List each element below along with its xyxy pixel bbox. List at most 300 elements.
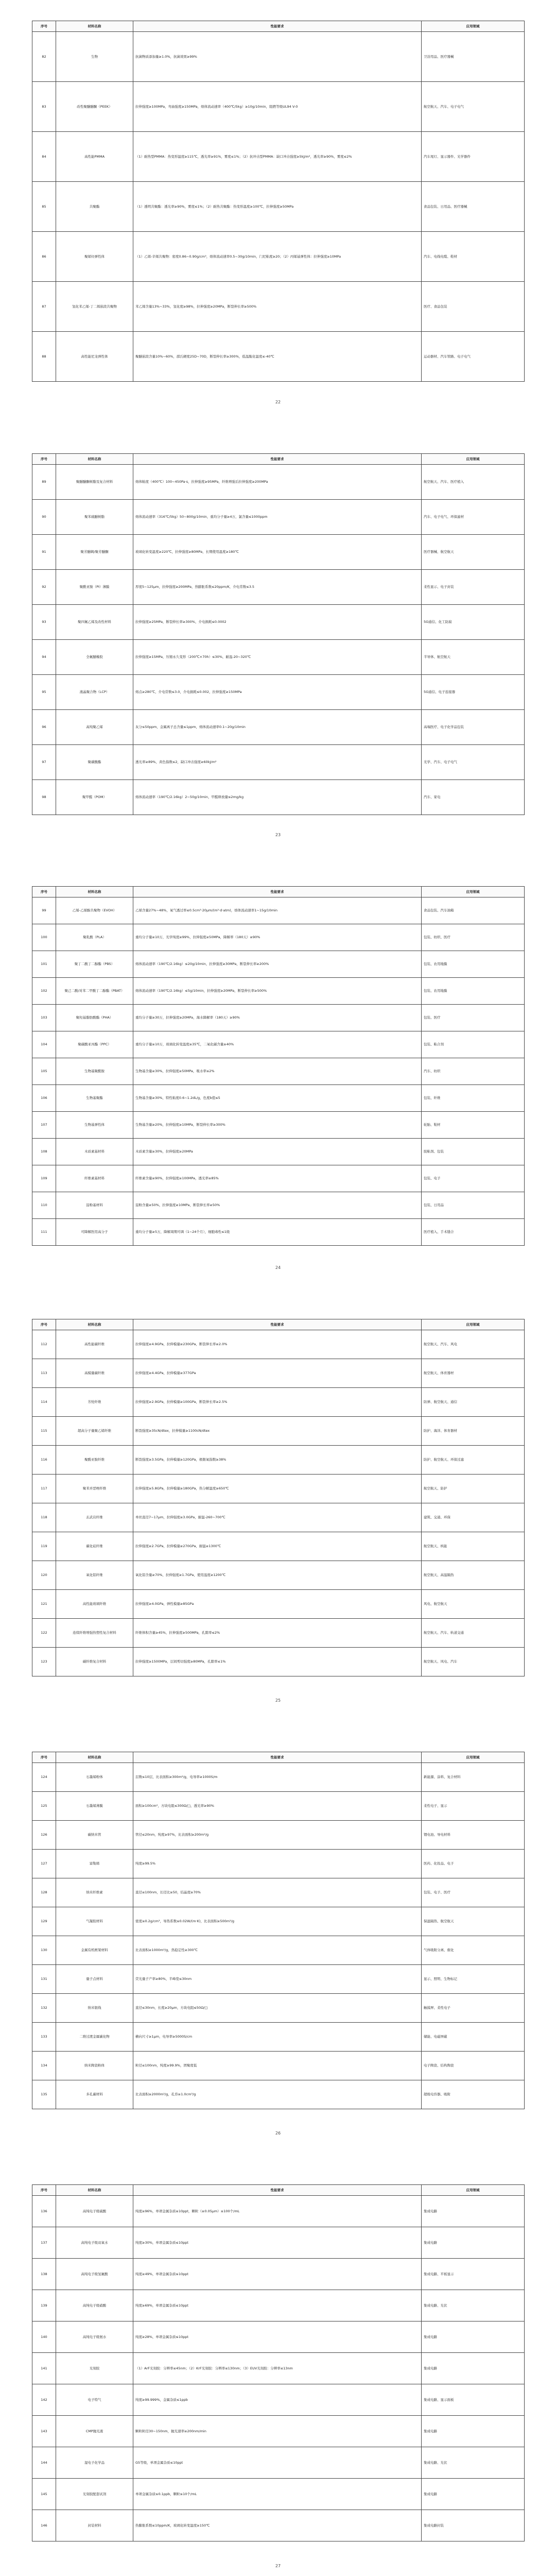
table-row [32, 2227, 525, 2259]
cell-requirements: 拉伸强度≥4.4GPa，拉伸模量≥377GPa [133, 1359, 422, 1388]
cell-material-name: 淀粉基材料 [56, 1192, 133, 1219]
cell-material-name: 生物基聚酰胺 [56, 1058, 133, 1085]
cell-material-name: 聚甲醛（POM） [56, 780, 133, 815]
table-row [32, 1532, 525, 1561]
header-name: 材料名称 [56, 1319, 133, 1330]
cell-material-name: 金属有机框架材料 [56, 1936, 133, 1965]
page-number: 24 [275, 1265, 281, 1270]
document-page [32, 1319, 524, 1703]
cell-material-name: 生物 [56, 32, 133, 82]
cell-application: 柔性显示、电子封装 [422, 570, 525, 605]
cell-application: 卫浴用品、医疗器械 [422, 32, 525, 82]
cell-material-name: 聚烯烃弹性体 [56, 232, 133, 282]
cell-no: 86 [32, 232, 56, 282]
cell-no: 119 [32, 1532, 56, 1561]
table-row [32, 1965, 525, 1994]
cell-requirements: 熔体流动速率（190℃/2.16kg）≤5g/10min，拉伸强度≥20MPa，断裂伸长率≥500% [133, 978, 422, 1005]
cell-application: 包装、电子 [422, 1165, 525, 1192]
cell-requirements: 颗粒粒径30~150nm，抛光速率≥200nm/min [133, 2416, 422, 2447]
cell-requirements: 木质素含量≥30%，拉伸强度≥20MPa [133, 1139, 422, 1165]
cell-application: 医疗、食品包装 [422, 282, 525, 332]
cell-application: 集成电路 [422, 2227, 525, 2259]
cell-application: 半导体、航空航天 [422, 640, 525, 675]
cell-application: 航空航天、汽车、轨道交通 [422, 1619, 525, 1648]
page-number: 23 [275, 833, 281, 837]
table-row [32, 2023, 525, 2052]
page-number: 25 [275, 1698, 281, 1703]
cell-application: 汽车、纺织 [422, 1058, 525, 1085]
cell-requirements: 直径≤100nm，长径比≥50，结晶度≥70% [133, 1878, 422, 1907]
cell-no: 131 [32, 1965, 56, 1994]
table-header-row [32, 1319, 525, 1330]
cell-material-name: 共聚酯 [56, 182, 133, 232]
page-number: 22 [275, 400, 281, 404]
cell-application: 5G通信、电子连接器 [422, 675, 525, 710]
cell-no: 128 [32, 1878, 56, 1907]
cell-application: 包装、日用品 [422, 1192, 525, 1219]
header-no: 序号 [32, 21, 56, 32]
table-row [32, 1878, 525, 1907]
cell-no: 88 [32, 332, 56, 382]
cell-material-name: 聚乳酸（PLA） [56, 924, 133, 951]
cell-application: 储能、电磁屏蔽 [422, 2023, 525, 2052]
table-row [32, 500, 525, 535]
cell-material-name: 超高分子量聚乙烯纤维 [56, 1417, 133, 1446]
cell-no: 104 [32, 1031, 56, 1058]
cell-requirements: 熔体流动速率（190℃/2.16kg）≤20g/10min，拉伸强度≥30MPa，断裂伸长率≥200% [133, 951, 422, 978]
cell-material-name: 高模量碳纤维 [56, 1359, 133, 1388]
cell-no: 114 [32, 1388, 56, 1417]
header-name: 材料名称 [56, 21, 133, 32]
cell-no: 99 [32, 897, 56, 924]
table-row [32, 82, 525, 132]
table-row [32, 1359, 525, 1388]
cell-application: 包装、农用地膜 [422, 978, 525, 1005]
cell-material-name: 聚酰亚胺纤维 [56, 1446, 133, 1475]
cell-no: 82 [32, 32, 56, 82]
cell-no: 97 [32, 745, 56, 780]
cell-material-name: 高性能碳纤维 [56, 1330, 133, 1359]
table-row [32, 924, 525, 951]
cell-material-name: 石墨烯粉体 [56, 1763, 133, 1792]
cell-material-name: 高纯电子级双氧水 [56, 2227, 133, 2259]
cell-material-name: 高性能玻璃纤维 [56, 1590, 133, 1619]
cell-requirements: 拉伸强度≥4.0GPa，弹性模量≥85GPa [133, 1590, 422, 1619]
cell-requirements: 层数≤10层，比表面积≥300m²/g，电导率≥1000S/m [133, 1763, 422, 1792]
cell-application: 航空航天、汽车、风电 [422, 1330, 525, 1359]
cell-application: 航空航天、防护 [422, 1475, 525, 1503]
cell-material-name: 碳纳米管 [56, 1821, 133, 1850]
cell-material-name: 多孔碳材料 [56, 2080, 133, 2109]
header-app: 应用领域 [422, 2185, 525, 2196]
cell-material-name: 聚碳酸酯 [56, 745, 133, 780]
cell-no: 87 [32, 282, 56, 332]
cell-requirements: 管径≤20nm，纯度≥97%，比表面积≥200m²/g [133, 1821, 422, 1850]
cell-application: 医药、化妆品、电子 [422, 1850, 525, 1878]
cell-requirements: 重均分子量≥10万，光学纯度≥99%，拉伸强度≥50MPa，降解率（180天）≥90% [133, 924, 422, 951]
cell-application: 航空航天、体育器材 [422, 1359, 525, 1388]
cell-material-name: 生物基聚酯 [56, 1085, 133, 1112]
cell-material-name: 改性聚醚醚酮（PEEK） [56, 82, 133, 132]
cell-requirements: 纯度≥69%，单项金属杂质≤10ppt [133, 2290, 422, 2321]
cell-no: 117 [32, 1475, 56, 1503]
table-row [32, 1648, 525, 1676]
cell-material-name: 聚碳酸亚丙酯（PPC） [56, 1031, 133, 1058]
cell-application: 防护、海洋、体育器材 [422, 1417, 525, 1446]
table-row [32, 2353, 525, 2384]
cell-requirements: 玻璃化转变温度≥220℃，拉伸强度≥80MPa，长期使用温度≥180℃ [133, 535, 422, 570]
cell-material-name: 纳米银线 [56, 1994, 133, 2023]
cell-application: 高端医疗、电子化学品包装 [422, 710, 525, 745]
cell-requirements: 重均分子量≥10万，玻璃化转变温度≥35℃，二氧化碳含量≥40% [133, 1031, 422, 1058]
table-row [32, 1417, 525, 1446]
cell-no: 102 [32, 978, 56, 1005]
cell-material-name: 高纯电子级氨水 [56, 2321, 133, 2353]
header-no: 序号 [32, 454, 56, 465]
table-row [32, 978, 525, 1005]
cell-application: 锂电池、导电材料 [422, 1821, 525, 1850]
cell-material-name: 聚芳醚砜/聚芳醚酮 [56, 535, 133, 570]
table-row [32, 1112, 525, 1139]
table-row [32, 2196, 525, 2227]
cell-requirements: 拉伸强度≥2.9GPa，拉伸模量≥100GPa，断裂伸长率≥2.5% [133, 1388, 422, 1417]
cell-no: 92 [32, 570, 56, 605]
cell-no: 96 [32, 710, 56, 745]
cell-no: 130 [32, 1936, 56, 1965]
cell-no: 121 [32, 1590, 56, 1619]
spec-table [32, 21, 525, 382]
cell-application: 包装、纤维 [422, 1085, 525, 1112]
header-app: 应用领域 [422, 1752, 525, 1763]
table-row [32, 1446, 525, 1475]
table-row [32, 1994, 525, 2023]
cell-no: 142 [32, 2384, 56, 2416]
cell-no: 132 [32, 1994, 56, 2023]
cell-material-name: 气凝胶材料 [56, 1907, 133, 1936]
table-row [32, 1058, 525, 1085]
cell-requirements: 比表面积≥2000m²/g，孔容≥1.0cm³/g [133, 2080, 422, 2109]
cell-requirements: 氧化铝含量≥70%，拉伸强度≥1.7GPa，使用温度≥1200℃ [133, 1561, 422, 1590]
table-row [32, 2510, 525, 2541]
cell-application: 集成电路 [422, 2416, 525, 2447]
cell-no: 124 [32, 1763, 56, 1792]
header-no: 序号 [32, 887, 56, 897]
table-row [32, 710, 525, 745]
cell-application: 触摸屏、柔性电子 [422, 1994, 525, 2023]
cell-no: 90 [32, 500, 56, 535]
cell-application: 航空航天、高温隔热 [422, 1561, 525, 1590]
table-row [32, 2321, 525, 2353]
cell-application: 轮胎、鞋材 [422, 1112, 525, 1139]
table-row [32, 1907, 525, 1936]
table-row [32, 1165, 525, 1192]
cell-requirements: 熔体流动速率（316℃/5kg）50~800g/10min，重均分子量≥4万，氯含量≤1000ppm [133, 500, 422, 535]
cell-application: 超级电容器、吸附 [422, 2080, 525, 2109]
table-row [32, 897, 525, 924]
spec-table [32, 1319, 525, 1676]
cell-application: 光学、汽车、电子电气 [422, 745, 525, 780]
header-no: 序号 [32, 1319, 56, 1330]
header-app: 应用领域 [422, 887, 525, 897]
header-no: 序号 [32, 2185, 56, 2196]
document-page [32, 453, 524, 837]
cell-no: 138 [32, 2259, 56, 2290]
cell-material-name: 高纯电子级硝酸 [56, 2290, 133, 2321]
table-row [32, 605, 525, 640]
cell-requirements: 直径≤30nm，长度≥20μm，方块电阻≤50Ω/□ [133, 1994, 422, 2023]
table-row [32, 282, 525, 332]
cell-no: 103 [32, 1005, 56, 1031]
cell-requirements: 断裂强度≥3.5GPa，拉伸模量≥120GPa，极限氧指数≥38% [133, 1446, 422, 1475]
cell-no: 107 [32, 1112, 56, 1139]
cell-material-name: 氢化苯乙烯-丁二烯嵌段共聚物 [56, 282, 133, 332]
cell-requirements: 生物基含量≥20%，拉伸强度≥10MPa，断裂伸长率≥300% [133, 1112, 422, 1139]
cell-no: 122 [32, 1619, 56, 1648]
cell-application: 包装、电子、医疗 [422, 1878, 525, 1907]
cell-application: 防护、航空航天、环保过滤 [422, 1446, 525, 1475]
cell-application: 汽车、电线电缆、鞋材 [422, 232, 525, 282]
table-row [32, 2080, 525, 2109]
cell-requirements: 拉伸强度≥5.8GPa，拉伸模量≥180GPa，热分解温度≥650℃ [133, 1475, 422, 1503]
cell-requirements: 横向尺寸≥1μm，电导率≥5000S/cm [133, 2023, 422, 2052]
cell-requirements: 拉伸强度≥25MPa，断裂伸长率≥300%，介电损耗≤0.0002 [133, 605, 422, 640]
table-row [32, 2447, 525, 2479]
cell-no: 137 [32, 2227, 56, 2259]
cell-requirements: 聚醚嵌段含量10%~60%，邵氏硬度25D~70D，断裂伸长率≥300%，低温脆化温度≤-40℃ [133, 332, 422, 382]
cell-material-name: 碳纤维复合材料 [56, 1648, 133, 1676]
cell-no: 118 [32, 1503, 56, 1532]
cell-requirements: 断裂强度≥35cN/dtex，拉伸模量≥1100cN/dtex [133, 1417, 422, 1446]
header-name: 材料名称 [56, 454, 133, 465]
cell-material-name: 聚酰亚胺（PI）薄膜 [56, 570, 133, 605]
cell-no: 127 [32, 1850, 56, 1878]
cell-material-name: 光刻胶 [56, 2353, 133, 2384]
cell-application: 汽车、电子电气、环保滤材 [422, 500, 525, 535]
cell-material-name: 生物基弹性体 [56, 1112, 133, 1139]
cell-no: 109 [32, 1165, 56, 1192]
cell-requirements: 拉伸强度≥15MPa，压缩永久变形（200℃×70h）≤30%，耐温-20~320℃ [133, 640, 422, 675]
table-row [32, 1503, 525, 1532]
cell-application: 航空航天、核能 [422, 1532, 525, 1561]
cell-application: 集成电路、显示面板 [422, 2384, 525, 2416]
cell-application: 包装、粘合剂 [422, 1031, 525, 1058]
cell-no: 123 [32, 1648, 56, 1676]
cell-requirements: （1）透明共聚酯：透光率≥90%，雾度≤1%；（2）耐热共聚酯：热变形温度≥100℃，拉伸强度≥50MPa [133, 182, 422, 232]
cell-requirements: 荧光量子产率≥80%，半峰宽≤30nm [133, 1965, 422, 1994]
table-row [32, 1763, 525, 1792]
cell-material-name: 封装材料 [56, 2510, 133, 2541]
cell-requirements: 纤维体积含量≥45%，拉伸强度≥500MPa，孔隙率≤2% [133, 1619, 422, 1648]
cell-application: 包装、农用地膜 [422, 951, 525, 978]
cell-no: 89 [32, 465, 56, 500]
table-row [32, 32, 525, 82]
cell-no: 110 [32, 1192, 56, 1219]
cell-requirements: （1）耐热型PMMA：热变形温度≥115℃，透光率≥91%，雾度≤1%；（2）抗冲击型PMMA：缺口冲击强度≥5kJ/m²，透光率≥90%，雾度≤2% [133, 132, 422, 182]
cell-no: 106 [32, 1085, 56, 1112]
cell-material-name: 聚苯并恶唑纤维 [56, 1475, 133, 1503]
cell-material-name: 电子特气 [56, 2384, 133, 2416]
table-row [32, 1219, 525, 1246]
table-row [32, 2384, 525, 2416]
spec-table [32, 2184, 525, 2541]
cell-requirements: 纯度≥30%，单项金属杂质≤10ppt [133, 2227, 422, 2259]
cell-application: 电子陶瓷、结构陶瓷 [422, 2052, 525, 2080]
cell-no: 100 [32, 924, 56, 951]
cell-requirements: （1）ArF光刻胶：分辨率≤45nm；（2）KrF光刻胶：分辨率≤130nm；（3）EUV光刻胶：分辨率≤13nm [133, 2353, 422, 2384]
table-row [32, 132, 525, 182]
cell-no: 134 [32, 2052, 56, 2080]
cell-requirements: 苯乙烯含量13%~33%，氢化度≥98%，拉伸强度≥20MPa，断裂伸长率≥500% [133, 282, 422, 332]
table-row [32, 1792, 525, 1821]
cell-no: 125 [32, 1792, 56, 1821]
cell-material-name: 纳米陶瓷粉体 [56, 2052, 133, 2080]
cell-requirements: 灰分≤50ppm，金属离子总含量≤1ppm，熔体流动速率0.1~20g/10min [133, 710, 422, 745]
cell-no: 116 [32, 1446, 56, 1475]
cell-requirements: 熔体流动速率（190℃/2.16kg）2~50g/10min，甲醛释放量≤2mg/kg [133, 780, 422, 815]
cell-application: 集成电路 [422, 2353, 525, 2384]
cell-no: 139 [32, 2290, 56, 2321]
table-row [32, 232, 525, 282]
cell-no: 112 [32, 1330, 56, 1359]
cell-no: 115 [32, 1417, 56, 1446]
cell-requirements: 淀粉含量≥50%，拉伸强度≥10MPa，断裂伸长率≥50% [133, 1192, 422, 1219]
cell-requirements: （1）乙烯-辛烯共聚物：密度0.86~0.90g/cm³，熔体流动速率0.5~30g/10min，门尼粘度≥20；（2）丙烯基弹性体：拉伸强度≥10MPa [133, 232, 422, 282]
cell-no: 136 [32, 2196, 56, 2227]
cell-material-name: 乙烯-乙烯醇共聚物（EVOH） [56, 897, 133, 924]
table-row [32, 675, 525, 710]
header-req: 性能要求 [133, 1752, 422, 1763]
cell-requirements: 纯度≥96%，单项金属杂质≤10ppt，颗粒（≥0.05μm）≤100个/mL [133, 2196, 422, 2227]
cell-no: 145 [32, 2479, 56, 2510]
cell-no: 144 [32, 2447, 56, 2479]
table-header-row [32, 2185, 525, 2196]
cell-requirements: 纯度≥49%，单项金属杂质≤10ppt [133, 2259, 422, 2290]
table-row [32, 2052, 525, 2080]
table-row [32, 1821, 525, 1850]
table-row [32, 2416, 525, 2447]
cell-requirements: 透光率≥89%，黄色指数≤2，缺口冲击强度≥60kJ/m² [133, 745, 422, 780]
table-row [32, 332, 525, 382]
table-row [32, 1085, 525, 1112]
cell-requirements: 纯度≥28%，单项金属杂质≤10ppt [133, 2321, 422, 2353]
cell-material-name: 二维过渡金属碳化物 [56, 2023, 133, 2052]
cell-material-name: 聚羟基脂肪酸酯（PHA） [56, 1005, 133, 1031]
document-page [32, 21, 524, 404]
cell-application: 保温隔热、航空航天 [422, 1907, 525, 1936]
cell-requirements: 单丝直径7~17μm，拉伸强度≥3.0GPa，耐温-260~700℃ [133, 1503, 422, 1532]
cell-material-name: 碳化硅纤维 [56, 1532, 133, 1561]
cell-application: 汽车、家电 [422, 780, 525, 815]
table-row [32, 1139, 525, 1165]
cell-material-name: 木质素基材料 [56, 1139, 133, 1165]
header-app: 应用领域 [422, 21, 525, 32]
cell-no: 129 [32, 1907, 56, 1936]
header-name: 材料名称 [56, 2185, 133, 2196]
table-row [32, 1561, 525, 1590]
cell-application: 显示、照明、生物标记 [422, 1965, 525, 1994]
cell-requirements: 纯度≥99.999%，金属杂质≤1ppb [133, 2384, 422, 2416]
document-page [32, 886, 524, 1270]
header-req: 性能要求 [133, 1319, 422, 1330]
table-header-row [32, 887, 525, 897]
cell-application: 运动器材、汽车管路、电子电气 [422, 332, 525, 382]
header-app: 应用领域 [422, 454, 525, 465]
table-row [32, 1388, 525, 1417]
cell-application: 航空航天、汽车、电子电气 [422, 82, 525, 132]
cell-no: 140 [32, 2321, 56, 2353]
table-row [32, 1005, 525, 1031]
document-page [32, 1752, 524, 2136]
cell-application: 医疗器械、航空航天 [422, 535, 525, 570]
cell-application: 集成电路、平板显示 [422, 2259, 525, 2290]
cell-no: 91 [32, 535, 56, 570]
cell-material-name: 聚醚醚酮树脂及复合材料 [56, 465, 133, 500]
table-row [32, 2479, 525, 2510]
cell-application: 医疗植入、手术缝合 [422, 1219, 525, 1246]
cell-material-name: 富勒烯 [56, 1850, 133, 1878]
cell-material-name: 纳米纤维素 [56, 1878, 133, 1907]
table-row [32, 182, 525, 232]
cell-requirements: 拉伸强度≥100MPa，弯曲强度≥150MPa，熔体流动速率（400℃/5kg）≥10g/10min，阻燃等级UL94 V-0 [133, 82, 422, 132]
table-row [32, 2259, 525, 2290]
table-row [32, 951, 525, 978]
cell-requirements: 重均分子量≥5万，降解周期可调（1~24个月），细胞毒性≤1级 [133, 1219, 422, 1246]
cell-requirements: 粒径≤100nm，纯度≥99.9%，团聚度低 [133, 2052, 422, 2080]
document-page [32, 2184, 524, 2568]
cell-requirements: 重均分子量≥30万，拉伸强度≥20MPa，海水降解率（180天）≥90% [133, 1005, 422, 1031]
cell-no: 141 [32, 2353, 56, 2384]
spec-table [32, 1752, 525, 2109]
cell-material-name: 高纯聚乙烯 [56, 710, 133, 745]
cell-application: 包装、纺织、医疗 [422, 924, 525, 951]
cell-application: 航空航天、风电、汽车 [422, 1648, 525, 1676]
cell-application: 集成电路封装 [422, 2510, 525, 2541]
cell-requirements: 拉伸强度≥1500MPa，层间剪切强度≥80MPa，孔隙率≤1% [133, 1648, 422, 1676]
cell-material-name: 氧化铝纤维 [56, 1561, 133, 1590]
cell-material-name: CMP抛光液 [56, 2416, 133, 2447]
cell-material-name: 湿电子化学品 [56, 2447, 133, 2479]
cell-material-name: 高性能尼龙弹性体 [56, 332, 133, 382]
cell-requirements: 拉伸强度≥4.9GPa，拉伸模量≥230GPa，断裂伸长率≥2.0% [133, 1330, 422, 1359]
cell-material-name: 光刻胶配套试剂 [56, 2479, 133, 2510]
header-req: 性能要求 [133, 2185, 422, 2196]
cell-requirements: 密度≤0.2g/cm³，导热系数≤0.02W/(m·K)，比表面积≥500m²/g [133, 1907, 422, 1936]
table-row [32, 1192, 525, 1219]
cell-requirements: G5等级，单项金属杂质≤10ppt [133, 2447, 422, 2479]
header-no: 序号 [32, 1752, 56, 1763]
header-req: 性能要求 [133, 21, 422, 32]
cell-application: 胶粘剂、包装 [422, 1139, 525, 1165]
table-header-row [32, 454, 525, 465]
cell-no: 85 [32, 182, 56, 232]
cell-application: 集成电路、光伏 [422, 2447, 525, 2479]
header-req: 性能要求 [133, 454, 422, 465]
cell-no: 95 [32, 675, 56, 710]
header-app: 应用领域 [422, 1319, 525, 1330]
table-row [32, 1330, 525, 1359]
table-row [32, 570, 525, 605]
cell-requirements: 比表面积≥1000m²/g，热稳定性≥300℃ [133, 1936, 422, 1965]
cell-application: 建筑、交通、环保 [422, 1503, 525, 1532]
cell-application: 气体吸附分离、催化 [422, 1936, 525, 1965]
cell-application: 集成电路 [422, 2321, 525, 2353]
cell-requirements: 单项金属杂质≤0.1ppb，颗粒≤10个/mL [133, 2479, 422, 2510]
table-row [32, 1619, 525, 1648]
cell-application: 防弹、航空航天、通信 [422, 1388, 525, 1417]
cell-requirements: 熔体粘度（400℃）100~450Pa·s，拉伸强度≥95MPa，纤维增强后拉伸强度≥200MPa [133, 465, 422, 500]
spec-table [32, 453, 525, 815]
header-name: 材料名称 [56, 1752, 133, 1763]
